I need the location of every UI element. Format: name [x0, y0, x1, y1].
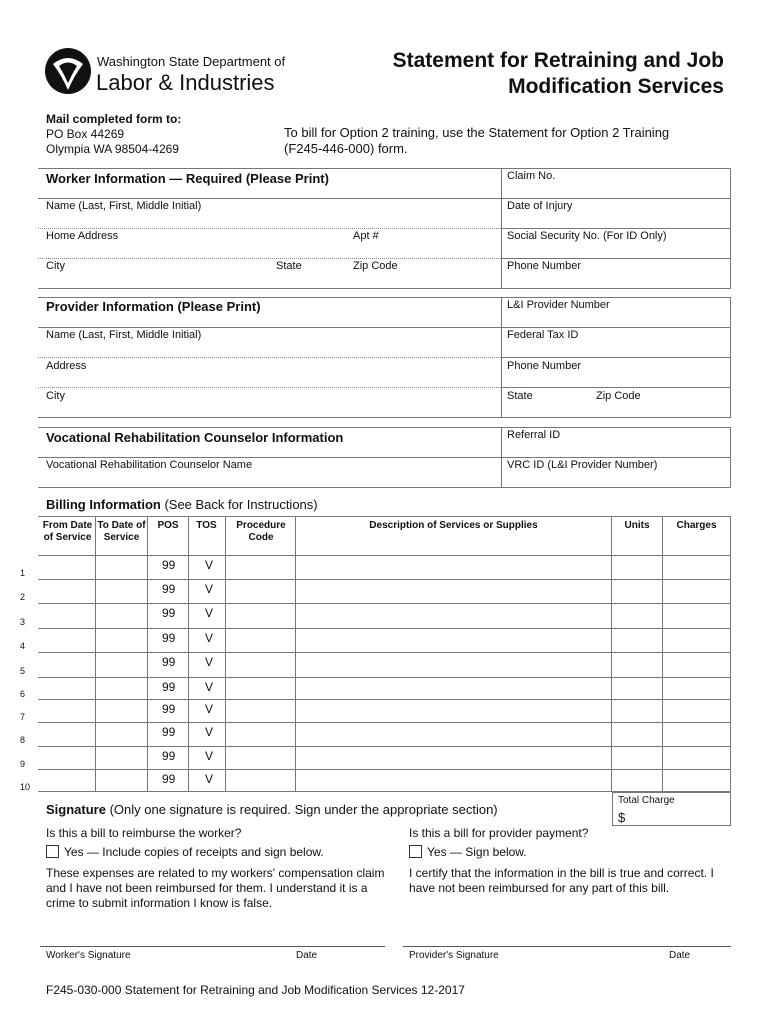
agency-name-line2: Labor & Industries — [96, 70, 275, 95]
col-description: Description of Services or Supplies — [369, 520, 538, 531]
provider-phone-field[interactable]: Phone Number — [507, 360, 581, 372]
billing-row-divider — [38, 603, 731, 604]
provider-section-title: Provider Information (Please Print) — [46, 299, 261, 314]
billing-title-suffix: (See Back for Instructions) — [160, 497, 318, 512]
total-charge-currency: $ — [618, 810, 626, 825]
signature-title-suffix: (Only one signature is required. Sign under the appropriate section) — [105, 802, 498, 817]
billing-row-divider — [38, 722, 731, 723]
federal-tax-id-field[interactable]: Federal Tax ID — [507, 329, 579, 341]
billing-table — [38, 516, 731, 792]
provider-signature-line[interactable] — [403, 946, 731, 947]
referral-id-field[interactable]: Referral ID — [507, 429, 561, 441]
provider-yes-checkbox[interactable] — [409, 845, 422, 858]
provider-date-label: Date — [669, 950, 691, 961]
billing-row-divider — [38, 677, 731, 678]
billing-row-number: 6 — [20, 689, 26, 699]
billing-column-divider — [662, 516, 663, 792]
option2-note-line2: (F245-446-000) form. — [284, 141, 408, 156]
billing-row-divider — [38, 769, 731, 770]
worker-yes-label: Yes — Include copies of receipts and sign below. — [64, 845, 324, 859]
total-charge-label: Total Charge — [618, 795, 675, 806]
billing-row-number: 9 — [20, 758, 26, 769]
billing-row-pos[interactable]: 99 — [162, 680, 176, 694]
mail-line2: Olympia WA 98504-4269 — [46, 142, 179, 156]
ssn-field[interactable]: Social Security No. (For ID Only) — [507, 230, 667, 242]
billing-row-tos[interactable]: V — [205, 725, 214, 739]
billing-row-number: 1 — [20, 568, 26, 578]
mail-label: Mail completed form to: — [46, 112, 182, 126]
vrc-name-field[interactable]: Vocational Rehabilitation Counselor Name — [46, 459, 253, 471]
billing-row-number: 7 — [20, 711, 26, 722]
worker-state-field[interactable]: State — [276, 260, 302, 272]
billing-row-tos[interactable]: V — [205, 606, 214, 620]
worker-yes-checkbox[interactable] — [46, 845, 59, 858]
billing-column-divider — [147, 516, 148, 792]
billing-column-divider — [611, 516, 612, 792]
billing-row-tos[interactable]: V — [205, 655, 214, 669]
billing-row-pos[interactable]: 99 — [162, 558, 176, 572]
billing-column-divider — [95, 516, 96, 792]
worker-reimburse-question: Is this a bill to reimburse the worker? — [46, 826, 242, 840]
billing-row-pos[interactable]: 99 — [162, 582, 176, 596]
home-address-field[interactable]: Home Address — [46, 230, 119, 242]
billing-row-pos[interactable]: 99 — [162, 702, 176, 716]
billing-column-divider — [295, 516, 296, 792]
worker-zip-field[interactable]: Zip Code — [353, 260, 398, 272]
billing-row-tos[interactable]: V — [205, 680, 214, 694]
option2-note-line1: To bill for Option 2 training, use the Statement for Option 2 Training — [284, 125, 670, 140]
billing-row-divider — [38, 628, 731, 629]
col-from-date: From Date of Service — [42, 520, 93, 543]
billing-row-number: 2 — [20, 592, 26, 602]
billing-row-number: 4 — [20, 641, 26, 651]
billing-row-number: 3 — [20, 616, 26, 627]
billing-row-tos[interactable]: V — [205, 749, 214, 763]
provider-yes-label: Yes — Sign below. — [427, 845, 527, 859]
billing-row-divider — [38, 699, 731, 700]
billing-row-divider — [38, 555, 731, 556]
billing-title: Billing Information — [46, 497, 161, 512]
apt-field[interactable]: Apt # — [353, 230, 379, 242]
mail-line1: PO Box 44269 — [46, 127, 125, 141]
vrc-id-field[interactable]: VRC ID (L&I Provider Number) — [507, 459, 658, 471]
claim-no-field[interactable]: Claim No. — [507, 170, 556, 182]
billing-row-pos[interactable]: 99 — [162, 725, 176, 739]
provider-statement: I certify that the information in the bill is true and correct. I have not been reimbursed for any part of this bill. — [409, 866, 714, 895]
provider-city-field[interactable]: City — [46, 390, 65, 402]
col-pos: POS — [157, 520, 179, 531]
worker-name-field[interactable]: Name (Last, First, Middle Initial) — [46, 200, 202, 212]
provider-name-field[interactable]: Name (Last, First, Middle Initial) — [46, 329, 202, 341]
billing-column-divider — [225, 516, 226, 792]
billing-row-number: 10 — [20, 781, 31, 792]
col-tos: TOS — [196, 520, 217, 531]
agency-name-line1: Washington State Department of — [97, 54, 286, 69]
agency-logo — [44, 44, 92, 96]
form-footer: F245-030-000 Statement for Retraining and Job Modification Services 12-2017 — [46, 983, 465, 997]
billing-row-number: 5 — [20, 665, 26, 676]
provider-address-field[interactable]: Address — [46, 360, 87, 372]
billing-row-divider — [38, 579, 731, 580]
form-title-line1: Statement for Retraining and Job — [392, 49, 724, 72]
worker-signature-line[interactable] — [40, 946, 385, 947]
col-units: Units — [624, 520, 650, 531]
provider-payment-question: Is this a bill for provider payment? — [409, 826, 589, 840]
worker-signature-label: Worker's Signature — [46, 950, 131, 961]
billing-row-tos[interactable]: V — [205, 582, 214, 596]
worker-phone-field[interactable]: Phone Number — [507, 260, 581, 272]
billing-column-divider — [188, 516, 189, 792]
billing-row-tos[interactable]: V — [205, 558, 214, 572]
provider-signature-label: Provider's Signature — [409, 950, 499, 961]
billing-row-tos[interactable]: V — [205, 631, 214, 645]
provider-yes-option[interactable] — [409, 845, 527, 859]
date-of-injury-field[interactable]: Date of Injury — [507, 200, 573, 212]
provider-state-field[interactable]: State — [507, 390, 533, 402]
billing-row-tos[interactable]: V — [205, 772, 214, 786]
worker-statement: These expenses are related to my workers' compensation claim and I have not been reimbursed for them. I understand it is a crime to submit information I know is false. — [46, 866, 385, 910]
col-charges: Charges — [676, 520, 717, 531]
billing-row-pos[interactable]: 99 — [162, 749, 176, 763]
billing-row-number: 8 — [20, 735, 26, 745]
worker-date-label: Date — [296, 950, 318, 961]
worker-section-title: Worker Information — Required (Please Print) — [46, 171, 329, 186]
signature-title: Signature — [46, 802, 106, 817]
billing-row-pos[interactable]: 99 — [162, 606, 176, 620]
li-logo-icon — [44, 44, 92, 96]
billing-row-divider — [38, 652, 731, 653]
provider-zip-field[interactable]: Zip Code — [596, 390, 641, 402]
col-to-date: To Date of Service — [97, 520, 146, 543]
billing-row-tos[interactable]: V — [205, 702, 214, 716]
provider-number-field[interactable]: L&I Provider Number — [507, 299, 610, 311]
signature-section-title — [46, 802, 498, 817]
vrc-section-title: Vocational Rehabilitation Counselor Information — [46, 430, 344, 445]
billing-section-title — [46, 497, 318, 512]
col-procedure-code: Procedure Code — [236, 520, 286, 543]
form-title-line2: Modification Services — [508, 75, 724, 98]
billing-row-pos[interactable]: 99 — [162, 772, 176, 786]
billing-row-divider — [38, 746, 731, 747]
worker-yes-option[interactable] — [46, 845, 324, 859]
billing-row-pos[interactable]: 99 — [162, 655, 176, 669]
worker-city-field[interactable]: City — [46, 260, 65, 272]
billing-row-pos[interactable]: 99 — [162, 631, 176, 645]
